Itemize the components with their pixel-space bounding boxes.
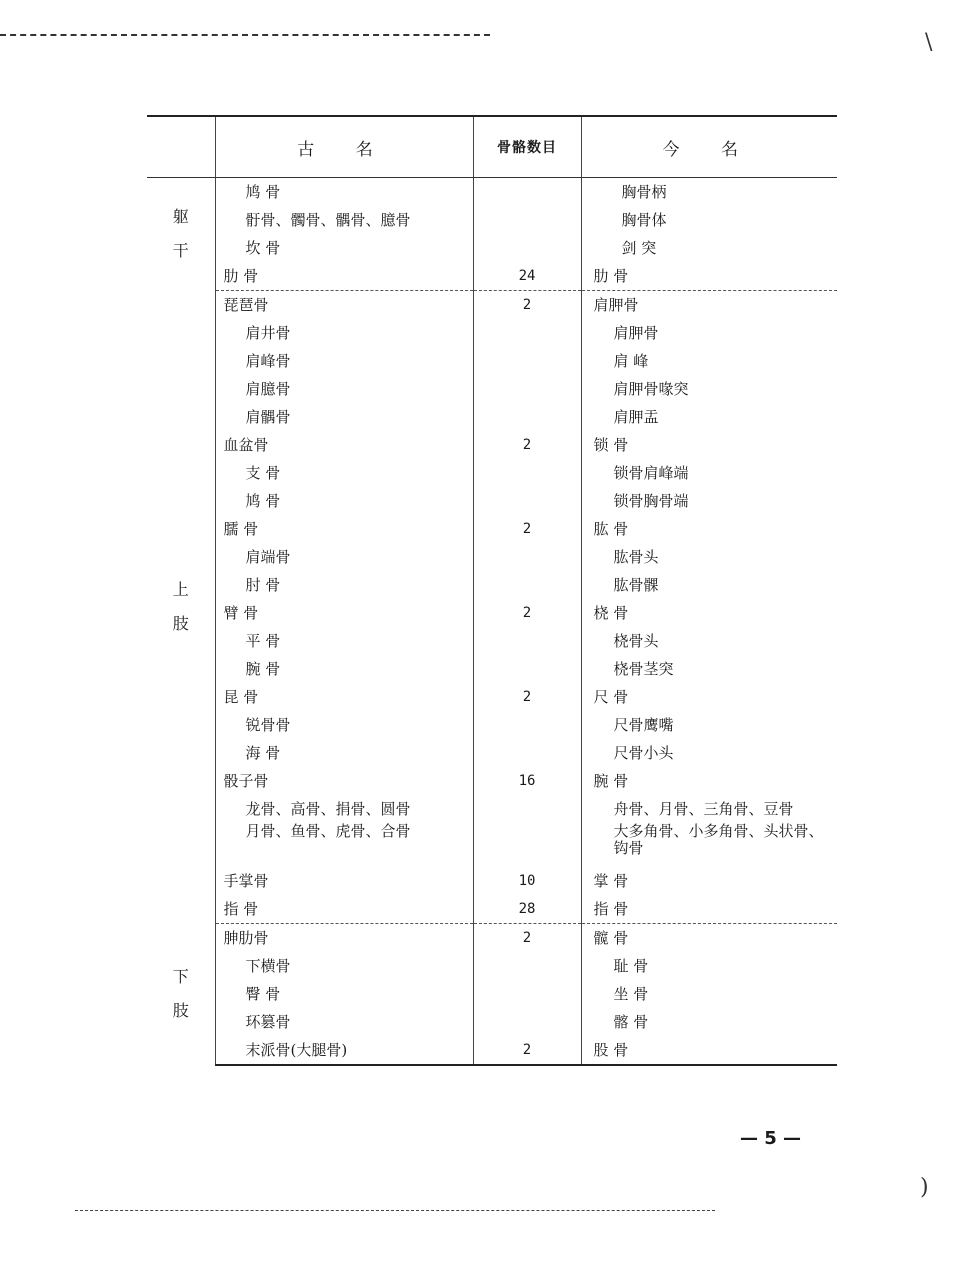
new-name-cell: 尺 骨: [581, 683, 837, 711]
count-cell: [473, 795, 581, 823]
old-name-cell: 肋 骨: [215, 262, 473, 291]
old-name-cell: 指 骨: [215, 895, 473, 924]
table-row: [147, 178, 837, 207]
count-cell: [473, 206, 581, 234]
stray-mark: \: [925, 30, 933, 55]
top-dashed-rule: [0, 34, 490, 36]
old-name-cell: 肩髃骨: [215, 403, 473, 431]
old-name-cell: 平 骨: [215, 627, 473, 655]
category-label: 下 肢: [172, 967, 189, 1021]
category-cell: [147, 178, 215, 291]
table-row: [147, 823, 837, 867]
header-count: 骨骼数目: [473, 116, 581, 178]
count-cell: [473, 1008, 581, 1036]
new-name-cell: 桡骨头: [581, 627, 837, 655]
old-name-cell: 肩井骨: [215, 319, 473, 347]
count-cell: [473, 178, 581, 207]
new-name-cell: 肩胛骨: [581, 291, 837, 320]
count-cell: 2: [473, 924, 581, 953]
category-label: 躯 干: [172, 207, 189, 261]
new-name-cell: 胸骨体: [581, 206, 837, 234]
table-row: [147, 262, 837, 291]
new-name-cell: 尺骨鹰嘴: [581, 711, 837, 739]
count-cell: 28: [473, 895, 581, 924]
header-new-name: 今 名: [581, 116, 837, 178]
old-name-cell: 锐骨骨: [215, 711, 473, 739]
count-cell: [473, 627, 581, 655]
new-name-cell: 腕 骨: [581, 767, 837, 795]
old-name-cell: 龙骨、高骨、捐骨、圆骨: [215, 795, 473, 823]
old-name-cell: 肩端骨: [215, 543, 473, 571]
new-name-cell: 髂 骨: [581, 1008, 837, 1036]
count-cell: [473, 952, 581, 980]
new-name-cell: 剑 突: [581, 234, 837, 262]
new-name-cell: 肩胛盂: [581, 403, 837, 431]
count-cell: [473, 487, 581, 515]
category-cell: [147, 291, 215, 924]
count-cell: 16: [473, 767, 581, 795]
count-cell: [473, 319, 581, 347]
count-cell: [473, 711, 581, 739]
table-row: [147, 234, 837, 262]
old-name-cell: 下横骨: [215, 952, 473, 980]
table-body: [147, 178, 837, 1066]
stray-mark: ): [920, 1175, 929, 1200]
old-name-cell: 臑 骨: [215, 515, 473, 543]
old-name-cell: 昆 骨: [215, 683, 473, 711]
new-name-cell: 掌 骨: [581, 867, 837, 895]
new-name-cell: 桡骨茎突: [581, 655, 837, 683]
old-name-cell: 血盆骨: [215, 431, 473, 459]
old-name-cell: 手掌骨: [215, 867, 473, 895]
table-row: [147, 655, 837, 683]
new-name-cell: 舟骨、月骨、三角骨、豆骨: [581, 795, 837, 823]
new-name-cell: 锁骨肩峰端: [581, 459, 837, 487]
count-cell: 2: [473, 515, 581, 543]
old-name-cell: 末派骨(大腿骨): [215, 1036, 473, 1065]
old-name-cell: 腕 骨: [215, 655, 473, 683]
old-name-cell: 鸠 骨: [215, 178, 473, 207]
table-row: [147, 1008, 837, 1036]
table-row: [147, 683, 837, 711]
count-cell: 24: [473, 262, 581, 291]
old-name-cell: 胂肋骨: [215, 924, 473, 953]
table-row: [147, 487, 837, 515]
count-cell: [473, 375, 581, 403]
new-name-cell: 肱骨髁: [581, 571, 837, 599]
count-cell: [473, 403, 581, 431]
table-row: [147, 347, 837, 375]
table-row: [147, 543, 837, 571]
new-name-cell: 股 骨: [581, 1036, 837, 1065]
new-name-cell: 肱 骨: [581, 515, 837, 543]
count-cell: [473, 543, 581, 571]
old-name-cell: 鸠 骨: [215, 487, 473, 515]
count-cell: [473, 234, 581, 262]
new-name-cell: 胸骨柄: [581, 178, 837, 207]
old-name-cell: 海 骨: [215, 739, 473, 767]
new-name-cell: 肩 峰: [581, 347, 837, 375]
old-name-cell: 臂 骨: [215, 599, 473, 627]
table-row: [147, 795, 837, 823]
new-name-cell: 坐 骨: [581, 980, 837, 1008]
count-cell: 2: [473, 1036, 581, 1065]
header-category: [147, 116, 215, 178]
old-name-cell: 肩臆骨: [215, 375, 473, 403]
count-cell: 2: [473, 683, 581, 711]
bottom-dashed-rule: [75, 1210, 715, 1211]
new-name-cell: 指 骨: [581, 895, 837, 924]
new-name-cell: 桡 骨: [581, 599, 837, 627]
table-row: [147, 319, 837, 347]
new-name-cell: 锁 骨: [581, 431, 837, 459]
old-name-cell: 坎 骨: [215, 234, 473, 262]
table-row: [147, 895, 837, 924]
count-cell: 2: [473, 291, 581, 320]
table-row: [147, 767, 837, 795]
table-row: [147, 1036, 837, 1065]
table-row: [147, 980, 837, 1008]
count-cell: 2: [473, 599, 581, 627]
old-name-cell: 支 骨: [215, 459, 473, 487]
new-name-cell: 大多角骨、小多角骨、头状骨、钩骨: [581, 823, 837, 867]
table-row: [147, 206, 837, 234]
count-cell: [473, 347, 581, 375]
old-name-cell: 肘 骨: [215, 571, 473, 599]
count-cell: 2: [473, 431, 581, 459]
count-cell: [473, 980, 581, 1008]
table-row: [147, 515, 837, 543]
new-name-cell: 尺骨小头: [581, 739, 837, 767]
table-row: [147, 627, 837, 655]
table-row: [147, 924, 837, 953]
page-number: — 5 —: [740, 1128, 802, 1149]
header-old-name: 古 名: [215, 116, 473, 178]
table-row: [147, 291, 837, 320]
table-row: [147, 571, 837, 599]
count-cell: [473, 655, 581, 683]
table-row: [147, 952, 837, 980]
old-name-cell: 环篡骨: [215, 1008, 473, 1036]
table-row: [147, 599, 837, 627]
count-cell: 10: [473, 867, 581, 895]
old-name-cell: 臀 骨: [215, 980, 473, 1008]
new-name-cell: 锁骨胸骨端: [581, 487, 837, 515]
count-cell: [473, 823, 581, 867]
table-row: [147, 711, 837, 739]
category-cell: [147, 924, 215, 1066]
table-header-row: [147, 116, 837, 178]
new-name-cell: 肱骨头: [581, 543, 837, 571]
new-name-cell: 髋 骨: [581, 924, 837, 953]
table-row: [147, 867, 837, 895]
old-name-cell: 肩峰骨: [215, 347, 473, 375]
old-name-cell: 骬骨、髑骨、髃骨、臆骨: [215, 206, 473, 234]
count-cell: [473, 459, 581, 487]
new-name-cell: 肋 骨: [581, 262, 837, 291]
old-name-cell: 月骨、鱼骨、虎骨、合骨: [215, 823, 473, 867]
new-name-cell: 肩胛骨: [581, 319, 837, 347]
new-name-cell: 肩胛骨喙突: [581, 375, 837, 403]
table-row: [147, 459, 837, 487]
new-name-cell: 耻 骨: [581, 952, 837, 980]
table-row: [147, 403, 837, 431]
table-row: [147, 375, 837, 403]
old-name-cell: 琵琶骨: [215, 291, 473, 320]
bone-names-table: [147, 115, 837, 1066]
count-cell: [473, 571, 581, 599]
category-label: 上 肢: [172, 580, 189, 633]
table-row: [147, 431, 837, 459]
old-name-cell: 骰子骨: [215, 767, 473, 795]
table-row: [147, 739, 837, 767]
count-cell: [473, 739, 581, 767]
